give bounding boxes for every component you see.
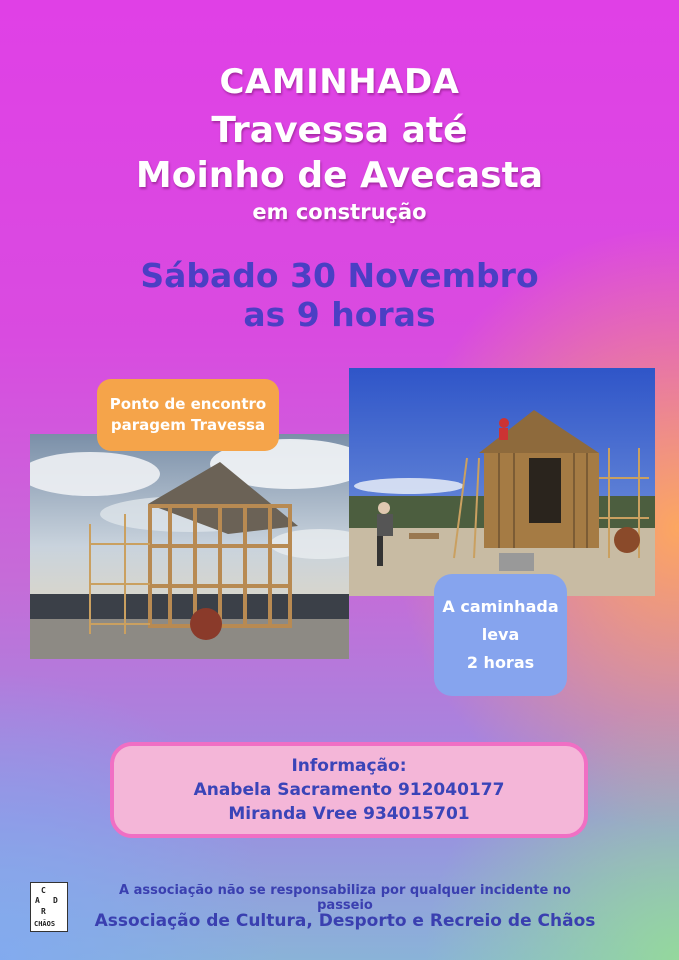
meeting-point-badge [97, 379, 279, 451]
event-date: Sábado 30 Novembro [140, 256, 539, 295]
windmill-frame-photo [30, 434, 349, 659]
logo-letter-r: R [41, 907, 46, 916]
disclaimer-text: A associação não se responsabiliza por qualquer incidente no passeio [119, 883, 571, 913]
title-route-start: Travessa até [211, 110, 468, 151]
duration-badge [434, 574, 567, 696]
duration-line-1: A caminhada [442, 597, 559, 616]
association-logo [30, 882, 68, 932]
duration-line-3: 2 horas [466, 653, 535, 672]
organization-name: Associação de Cultura, Desporto e Recreio de Chãos [94, 911, 596, 931]
title-caminhada: CAMINHADA [219, 62, 460, 102]
duration-line-2: leva [481, 625, 520, 644]
contact-anabela: Anabela Sacramento 912040177 [193, 780, 505, 800]
event-time: as 9 horas [243, 295, 436, 334]
logo-letter-c: C [41, 886, 46, 895]
meeting-point-label: Ponto de encontro [109, 395, 267, 413]
title-subtitle: em construção [252, 200, 427, 224]
contact-info-box [110, 742, 588, 838]
info-heading: Informação: [291, 756, 407, 776]
title-destination: Moinho de Avecasta [135, 155, 544, 196]
logo-caption: CHÃOS [34, 920, 56, 928]
meeting-point-location: paragem Travessa [110, 416, 266, 434]
logo-letter-d: D [53, 896, 58, 905]
windmill-construction-photo [349, 368, 655, 596]
contact-miranda: Miranda Vree 934015701 [228, 804, 470, 824]
logo-letter-a: A [35, 896, 40, 905]
